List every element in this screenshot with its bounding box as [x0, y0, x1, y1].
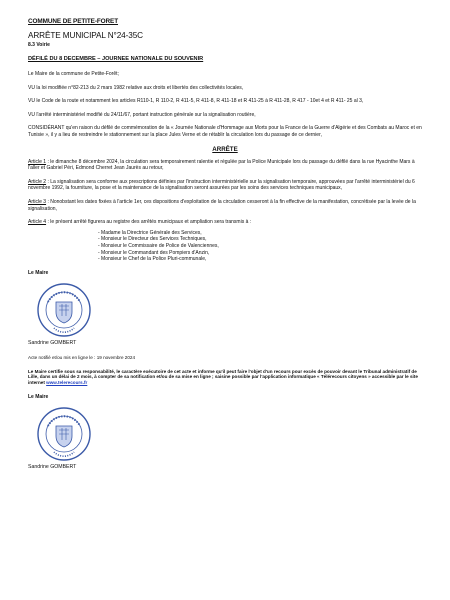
subcategory-label: 8.3 Voirie — [28, 42, 50, 48]
legal-notice — [28, 369, 422, 386]
signature-name-2: Sandrine GOMBERT — [28, 464, 77, 471]
article-4-text: : le présent arrêté figurera au registre des arrêtés municipaux et ampliation sera transmis à : — [46, 219, 252, 226]
article-1-text: : le dimanche 8 décembre 2024, la circulation sera temporairement ralentie et régulée par la Police Municipale lors du passage du défilé dans la rue Hyacinthe Mars à l'aller et Gabriel Péri, Edmond Cherret Jean Jaurès au retour, — [28, 158, 415, 172]
commune-heading: COMMUNE DE PETITE-FORET — [28, 18, 119, 25]
article-4 — [28, 219, 422, 226]
article-3-text: : Nonobstant les dates fixées à l'article 1er, ces dispositions d'exploitation de la circulation cesseront à la fin effective de la manifestation, concrétisée par la levée de la signalisation, — [28, 198, 416, 212]
arrete-number: ARRÊTE MUNICIPAL N°24-35C — [28, 31, 143, 40]
list-item: - Monsieur le Chef de la Police Pluri-communale, — [98, 256, 207, 263]
telerecours-link[interactable]: www.telerecours.fr — [46, 380, 88, 386]
article-1 — [28, 159, 422, 172]
signature-role: Le Maire — [28, 269, 49, 276]
publication-notice: Acte notifié et/ou mis en ligne le : 19 novembre 2024 — [28, 355, 135, 361]
mairie-seal-icon — [36, 282, 92, 338]
article-4-label: Article 4 — [28, 219, 47, 226]
list-item: - Monsieur le Directeur des Services Techniques, — [98, 236, 207, 243]
arrete-heading: ARRÊTE — [212, 145, 238, 153]
recipient-list — [28, 230, 422, 263]
article-3-label: Article 3 — [28, 198, 47, 205]
signature-name: Sandrine GOMBERT — [28, 340, 77, 347]
considerant-code-route: VU le Code de la route et notamment les articles R110-1, R 110-2, R 411-5, R 411-8, R 411-18 et R 411-25 à R 411-28, R 417 - 10et 4 et R 411- 25 al 3, — [28, 98, 364, 105]
list-item: - Madame la Directrice Générale des Services, — [98, 229, 202, 236]
article-1-label: Article 1 — [28, 158, 47, 165]
document-title: DÉFILÉ DU 8 DECEMBRE – JOURNEE NATIONALE DU SOUVENIR — [28, 56, 204, 62]
signature-block — [28, 270, 422, 347]
article-2-label: Article 2 — [28, 178, 47, 185]
article-2 — [28, 179, 422, 192]
list-item: - Monsieur le Commissaire de Police de Valenciennes, — [98, 242, 219, 249]
mairie-seal-icon — [36, 406, 92, 462]
considerant-defile: CONSIDÉRANT qu'en raison du défilé de commémoration de la « Journée Nationale d'Hommage aux Morts pour la France de la Guerre d'Algérie et des Combats au Maroc et en Tunisie », il y a lieu de restreindre le stationnement sur la place Jules Verne et de rétablir la circulation lors du passage de ce dernier, — [28, 125, 422, 138]
legal-notice-text: Le Maire certifie sous sa responsabilité, le caractère exécutoire de cet acte et informe qu'il peut faire l'objet d'un recours pour excès de pouvoir devant le Tribunal administratif de Lille, dans un délai de 2 mois, à compter de sa notification et/ou de sa mise en ligne ; saisine possible par l'application informatique « Télérecours citoyens » accessible par le site internet — [28, 368, 418, 386]
signature-role-2: Le Maire — [28, 393, 49, 400]
list-item: - Monsieur le Commandant des Pompiers d'Anzin, — [98, 249, 210, 256]
considerant-loi: VU la loi modifiée n°82-213 du 2 mars 1982 relative aux droits et libertés des collectivités locales, — [28, 84, 244, 91]
article-2-text: : La signalisation sera conforme aux prescriptions définies par l'instruction interministérielle sur la signalisation temporaire, approuvées par l'arrêté interministériel du 6 novembre 1992, la fourniture, la pose et la maintenance de la signalisation seront assurées par les soins des services techniques municipaux, — [28, 178, 415, 192]
article-3 — [28, 199, 422, 212]
signature-block-2 — [28, 394, 422, 471]
considerant-maire: Le Maire de la commune de Petite-Forêt; — [28, 71, 119, 77]
considerant-arrete-interministeriel: VU l'arrêté interministériel modifié du 24/11/67, portant instruction générale sur la signalisation routière, — [28, 111, 256, 118]
